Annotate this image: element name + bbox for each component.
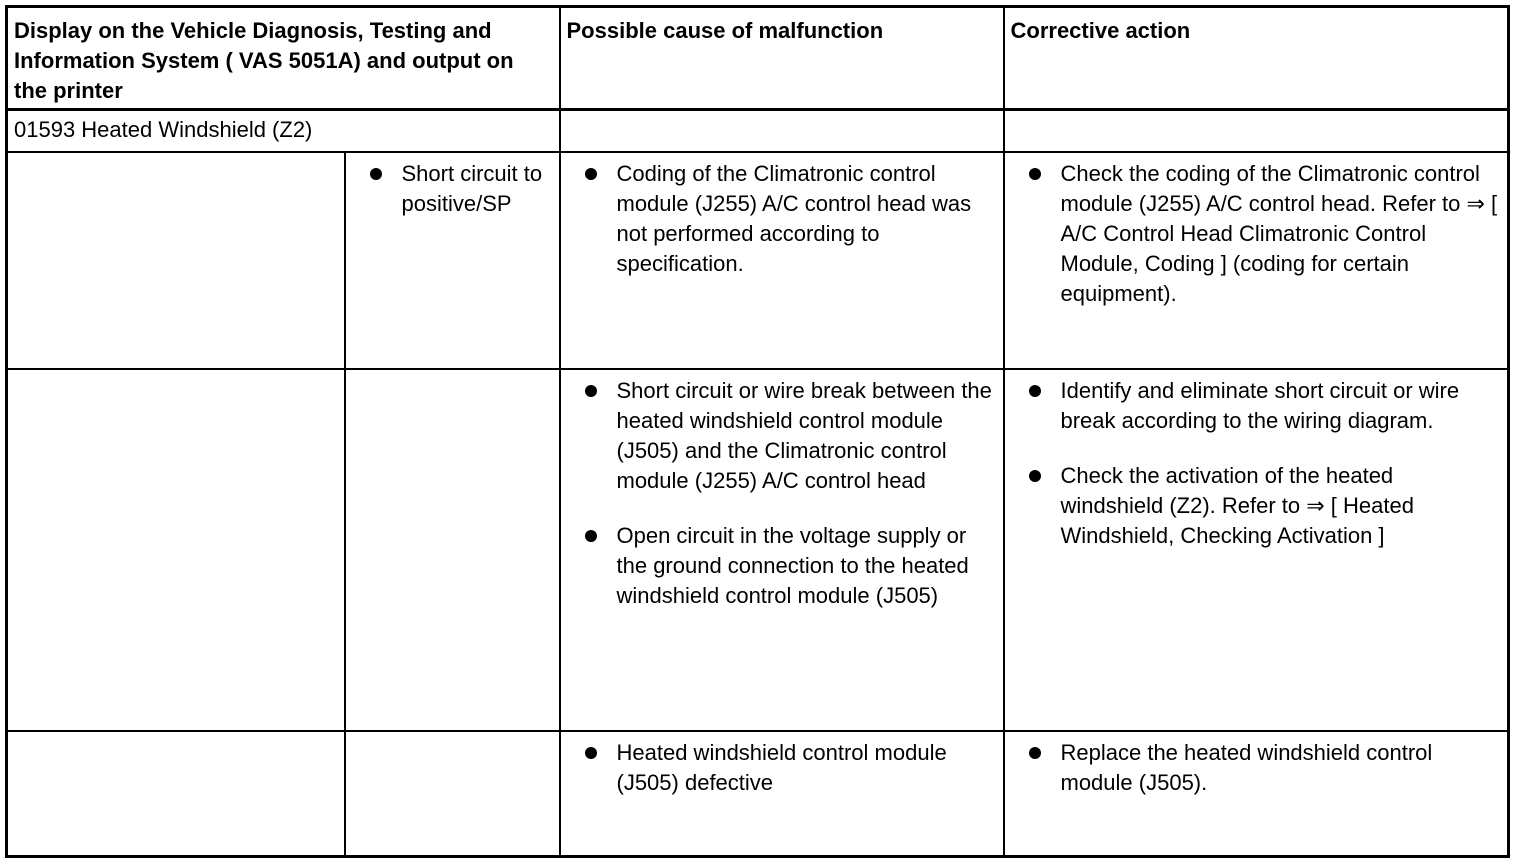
fault-code-cause-empty bbox=[560, 110, 1004, 152]
table-row bbox=[7, 731, 1509, 857]
action-item: Check the activation of the heated windshield (Z2). Refer to ⇒ [ Heated Windshield, Checking Activation ] bbox=[1005, 461, 1502, 551]
cause-item: Coding of the Climatronic control module (J255) A/C control head was not performed according to specification. bbox=[561, 159, 997, 279]
row-2-causes bbox=[560, 731, 1004, 857]
row-1-blank bbox=[7, 369, 345, 731]
row-1-actions bbox=[1004, 369, 1509, 731]
header-row bbox=[7, 7, 1509, 110]
header-action: Corrective action bbox=[1004, 7, 1509, 110]
header-cause: Possible cause of malfunction bbox=[560, 7, 1004, 110]
fault-code-action-empty bbox=[1004, 110, 1509, 152]
action-item: Check the coding of the Climatronic control module (J255) A/C control head. Refer to ⇒ [ A/C Control Head Climatronic Control Module, Coding ] (coding for certain equipment). bbox=[1005, 159, 1502, 309]
row-2-actions bbox=[1004, 731, 1509, 857]
fault-code-row bbox=[7, 110, 1509, 152]
table-row bbox=[7, 152, 1509, 369]
row-0-symptom bbox=[345, 152, 560, 369]
row-1-symptom bbox=[345, 369, 560, 731]
cause-item: Open circuit in the voltage supply or the ground connection to the heated windshield control module (J505) bbox=[561, 521, 997, 611]
row-0-actions bbox=[1004, 152, 1509, 369]
header-display: Display on the Vehicle Diagnosis, Testing and Information System ( VAS 5051A) and output on the printer bbox=[7, 7, 560, 110]
diagnosis-table bbox=[5, 5, 1510, 858]
row-1-causes bbox=[560, 369, 1004, 731]
table-row bbox=[7, 369, 1509, 731]
row-2-symptom bbox=[345, 731, 560, 857]
action-item: Identify and eliminate short circuit or wire break according to the wiring diagram. bbox=[1005, 376, 1502, 436]
row-2-blank bbox=[7, 731, 345, 857]
row-0-causes bbox=[560, 152, 1004, 369]
cause-item: Heated windshield control module (J505) defective bbox=[561, 738, 997, 798]
row-0-blank bbox=[7, 152, 345, 369]
fault-code: 01593 Heated Windshield (Z2) bbox=[7, 110, 560, 152]
cause-item: Short circuit or wire break between the heated windshield control module (J505) and the Climatronic control module (J255) A/C control head bbox=[561, 376, 997, 496]
symptom-item: Short circuit to positive/SP bbox=[346, 159, 553, 219]
action-item: Replace the heated windshield control module (J505). bbox=[1005, 738, 1502, 798]
